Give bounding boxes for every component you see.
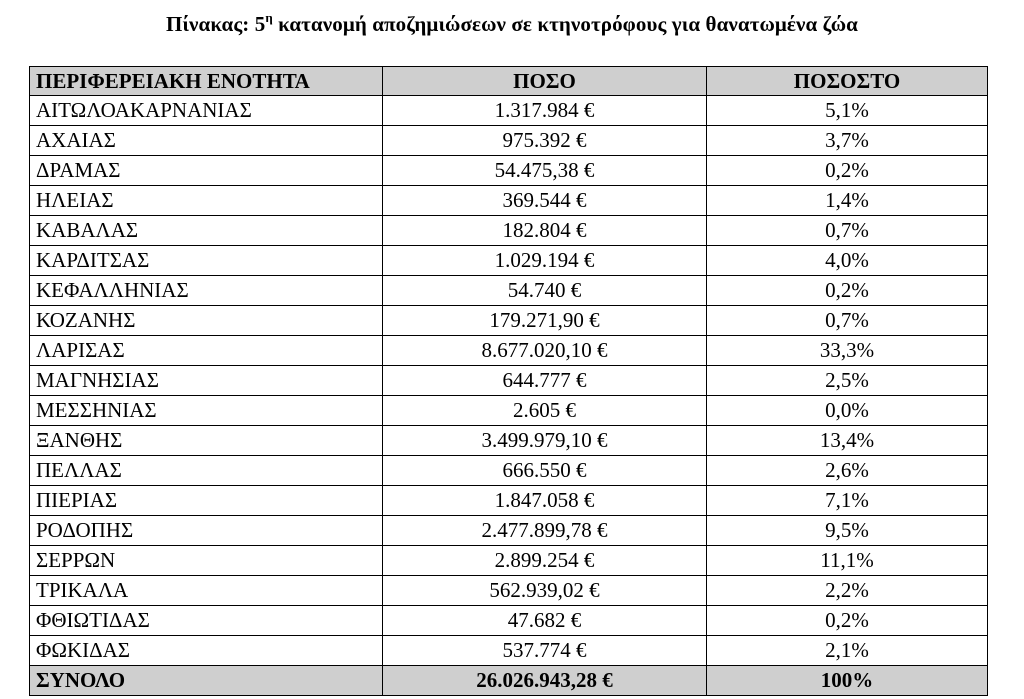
cell-amount: 562.939,02 €	[383, 576, 707, 606]
cell-amount: 8.677.020,10 €	[383, 336, 707, 366]
total-percent: 100%	[707, 666, 988, 696]
cell-percent: 33,3%	[707, 336, 988, 366]
table-row	[30, 516, 988, 546]
compensation-table	[29, 66, 988, 696]
cell-amount: 2.605 €	[383, 396, 707, 426]
table-row	[30, 546, 988, 576]
total-region: ΣΥΝΟΛΟ	[30, 666, 383, 696]
cell-amount: 537.774 €	[383, 636, 707, 666]
cell-region: ΚΕΦΑΛΛΗΝΙΑΣ	[30, 276, 383, 306]
table-row	[30, 456, 988, 486]
cell-percent: 0,0%	[707, 396, 988, 426]
table-row	[30, 96, 988, 126]
table-row	[30, 426, 988, 456]
cell-percent: 2,6%	[707, 456, 988, 486]
cell-percent: 4,0%	[707, 246, 988, 276]
title-text-after: κατανομή αποζημιώσεων σε κτηνοτρόφους για θανατωμένα ζώα	[272, 12, 858, 36]
cell-percent: 2,2%	[707, 576, 988, 606]
cell-region: ΤΡΙΚΑΛΑ	[30, 576, 383, 606]
cell-region: ΜΑΓΝΗΣΙΑΣ	[30, 366, 383, 396]
cell-region: ΣΕΡΡΩΝ	[30, 546, 383, 576]
cell-region: ΠΕΛΛΑΣ	[30, 456, 383, 486]
cell-percent: 0,7%	[707, 216, 988, 246]
header-amount: ΠΟΣΟ	[383, 67, 707, 96]
table-row	[30, 276, 988, 306]
header-percent: ΠΟΣΟΣΤΟ	[707, 67, 988, 96]
table-body	[30, 96, 988, 666]
cell-region: ΜΕΣΣΗΝΙΑΣ	[30, 396, 383, 426]
cell-region: ΑΙΤΩΛΟΑΚΑΡΝΑΝΙΑΣ	[30, 96, 383, 126]
table-row	[30, 396, 988, 426]
cell-region: ΞΑΝΘΗΣ	[30, 426, 383, 456]
cell-amount: 975.392 €	[383, 126, 707, 156]
cell-amount: 1.847.058 €	[383, 486, 707, 516]
cell-region: ΚΑΡΔΙΤΣΑΣ	[30, 246, 383, 276]
cell-amount: 2.477.899,78 €	[383, 516, 707, 546]
table-row	[30, 606, 988, 636]
cell-amount: 182.804 €	[383, 216, 707, 246]
table-row	[30, 306, 988, 336]
cell-amount: 54.475,38 €	[383, 156, 707, 186]
table-row	[30, 186, 988, 216]
title-superscript: η	[265, 10, 273, 25]
cell-percent: 1,4%	[707, 186, 988, 216]
table-row	[30, 366, 988, 396]
cell-amount: 179.271,90 €	[383, 306, 707, 336]
table-row	[30, 336, 988, 366]
cell-amount: 3.499.979,10 €	[383, 426, 707, 456]
total-amount: 26.026.943,28 €	[383, 666, 707, 696]
cell-percent: 0,2%	[707, 276, 988, 306]
cell-percent: 5,1%	[707, 96, 988, 126]
cell-region: ΠΙΕΡΙΑΣ	[30, 486, 383, 516]
table-total-row	[30, 666, 988, 696]
cell-percent: 2,5%	[707, 366, 988, 396]
cell-region: ΑΧΑΙΑΣ	[30, 126, 383, 156]
table-row	[30, 576, 988, 606]
cell-region: ΦΘΙΩΤΙΔΑΣ	[30, 606, 383, 636]
table-row	[30, 156, 988, 186]
cell-region: ΛΑΡΙΣΑΣ	[30, 336, 383, 366]
table-row	[30, 216, 988, 246]
cell-percent: 7,1%	[707, 486, 988, 516]
table-row	[30, 486, 988, 516]
cell-region: ΦΩΚΙΔΑΣ	[30, 636, 383, 666]
table-row	[30, 126, 988, 156]
header-region: ΠΕΡΙΦΕΡΕΙΑΚΗ ΕΝΟΤΗΤΑ	[30, 67, 383, 96]
table-row	[30, 636, 988, 666]
cell-percent: 2,1%	[707, 636, 988, 666]
title-text-before: Πίνακας: 5	[166, 12, 266, 36]
cell-amount: 666.550 €	[383, 456, 707, 486]
cell-percent: 3,7%	[707, 126, 988, 156]
cell-percent: 0,7%	[707, 306, 988, 336]
cell-region: ΗΛΕΙΑΣ	[30, 186, 383, 216]
cell-percent: 13,4%	[707, 426, 988, 456]
cell-percent: 11,1%	[707, 546, 988, 576]
cell-percent: 0,2%	[707, 606, 988, 636]
table-header-row	[30, 67, 988, 96]
table-row	[30, 246, 988, 276]
cell-amount: 2.899.254 €	[383, 546, 707, 576]
page-title	[0, 10, 1024, 37]
cell-region: ΚΟΖΑΝΗΣ	[30, 306, 383, 336]
cell-amount: 1.317.984 €	[383, 96, 707, 126]
cell-percent: 9,5%	[707, 516, 988, 546]
cell-region: ΔΡΑΜΑΣ	[30, 156, 383, 186]
cell-amount: 47.682 €	[383, 606, 707, 636]
cell-amount: 369.544 €	[383, 186, 707, 216]
cell-amount: 54.740 €	[383, 276, 707, 306]
cell-amount: 644.777 €	[383, 366, 707, 396]
cell-region: ΚΑΒΑΛΑΣ	[30, 216, 383, 246]
cell-amount: 1.029.194 €	[383, 246, 707, 276]
cell-percent: 0,2%	[707, 156, 988, 186]
cell-region: ΡΟΔΟΠΗΣ	[30, 516, 383, 546]
